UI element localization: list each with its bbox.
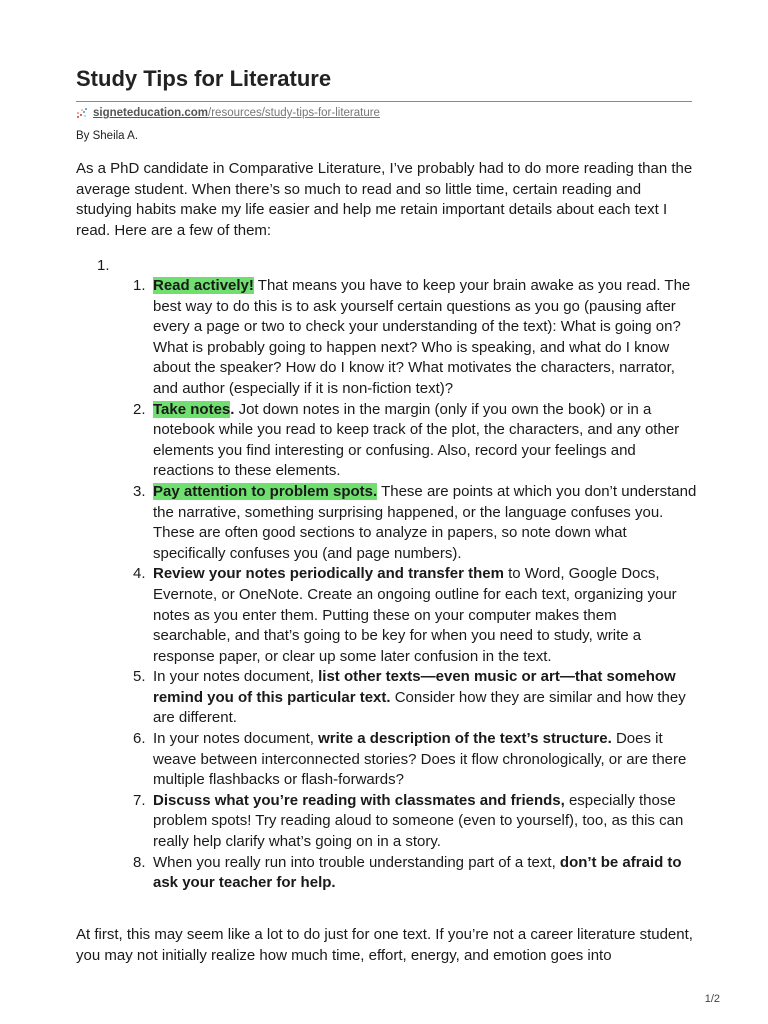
list-item [133, 276, 698, 400]
list-item [133, 400, 698, 482]
outer-list-marker: 1. [97, 257, 110, 274]
bold-heading: Review your notes periodically and transfer them [153, 565, 504, 583]
list-item [133, 791, 698, 853]
title-divider [76, 101, 692, 102]
author-byline: By Sheila A. [76, 130, 139, 142]
highlighted-heading: Pay attention to problem spots. [153, 482, 378, 500]
list-item-number: 6. [133, 730, 146, 748]
list-item-text: Does it weave between interconnected stories? Does it flow chronologically, or are there multiple flashbacks or flash-forwards? [153, 730, 687, 789]
page-number: 1/2 [704, 993, 720, 1005]
list-item-text: especially those problem spots! Try reading aloud to someone (even to yourself), too, as this can really help clarify what’s going on in a story. [153, 791, 684, 851]
page-title: Study Tips for Literature [76, 66, 332, 91]
site-favicon-icon [76, 107, 88, 119]
list-item-number: 1. [133, 277, 146, 294]
list-item-number: 8. [133, 853, 146, 871]
highlighted-heading: Read actively! [153, 277, 254, 294]
list-item-text: to Word, Google Docs, Evernote, or OneNote. Create an ongoing outline for each text, organizing your notes as you enter them. Putting these on your computer makes them searchable, and that’s going to be key for when you need to study, write a response paper, or clear up some later confusion in the text. [153, 565, 677, 665]
list-item-number: 5. [133, 668, 146, 686]
list-item-text: Consider how they are similar and how they are different. [153, 688, 686, 727]
list-item-prefix: In your notes document, [153, 668, 319, 686]
list-item [133, 564, 698, 667]
bold-heading: don’t be afraid to ask your teacher for help. [153, 853, 682, 892]
list-item [133, 667, 698, 729]
list-item-number: 2. [133, 400, 146, 418]
intro-paragraph: As a PhD candidate in Comparative Literature, I’ve probably had to do more reading than the average student. When there’s so much to read and so little time, certain reading and studying habits make my life easier and help me retain important details about each text I read. Here are a few of them: [76, 160, 693, 239]
tips-list [133, 276, 698, 894]
list-item-text: These are points at which you don’t understand the narrative, something surprising happened, or the language confuses you. These are often good sections to analyze in papers, so note down what specifically confuses you (and page numbers). [153, 482, 697, 562]
list-item-prefix: When you really run into trouble understanding part of a text, [153, 853, 560, 871]
heading-punctuation: . [230, 400, 235, 418]
source-path[interactable]: /resources/study-tips-for-literature [208, 107, 380, 119]
bold-heading: list other texts—even music or art—that somehow remind you of this particular text. [153, 668, 676, 706]
list-item-text: Jot down notes in the margin (only if you own the book) or in a notebook while you read to keep track of the plot, the characters, and any other elements you find interesting or confusing. Also, record your feelings and reactions to these elements. [153, 400, 680, 480]
source-domain[interactable]: signeteducation.com [93, 107, 209, 119]
list-item [133, 853, 698, 894]
list-item-prefix: In your notes document, [153, 730, 319, 748]
source-link[interactable] [76, 107, 380, 119]
closing-paragraph: At first, this may seem like a lot to do just for one text. If you’re not a career literature student, you may not initially realize how much time, effort, energy, and emotion goes into [76, 926, 693, 964]
highlighted-heading: Take notes [153, 400, 231, 418]
list-item [133, 729, 698, 791]
list-item [133, 482, 698, 564]
list-item-number: 7. [133, 791, 146, 809]
bold-heading: Discuss what you’re reading with classmates and friends, [153, 791, 565, 809]
list-item-text: That means you have to keep your brain awake as you read. The best way to do this is to ask yourself certain questions as you go (pausing after every a page or two to check your understanding of the text): What is going on? What is probably going to happen next? Who is speaking, and what do I know about the speaker? How do I know it? What motivates the characters, narrator, and author (especially if it is non-fiction text)? [153, 277, 691, 397]
list-item-number: 3. [133, 482, 146, 500]
bold-heading: write a description of the text’s structure. [318, 730, 612, 748]
list-item-number: 4. [133, 565, 146, 583]
